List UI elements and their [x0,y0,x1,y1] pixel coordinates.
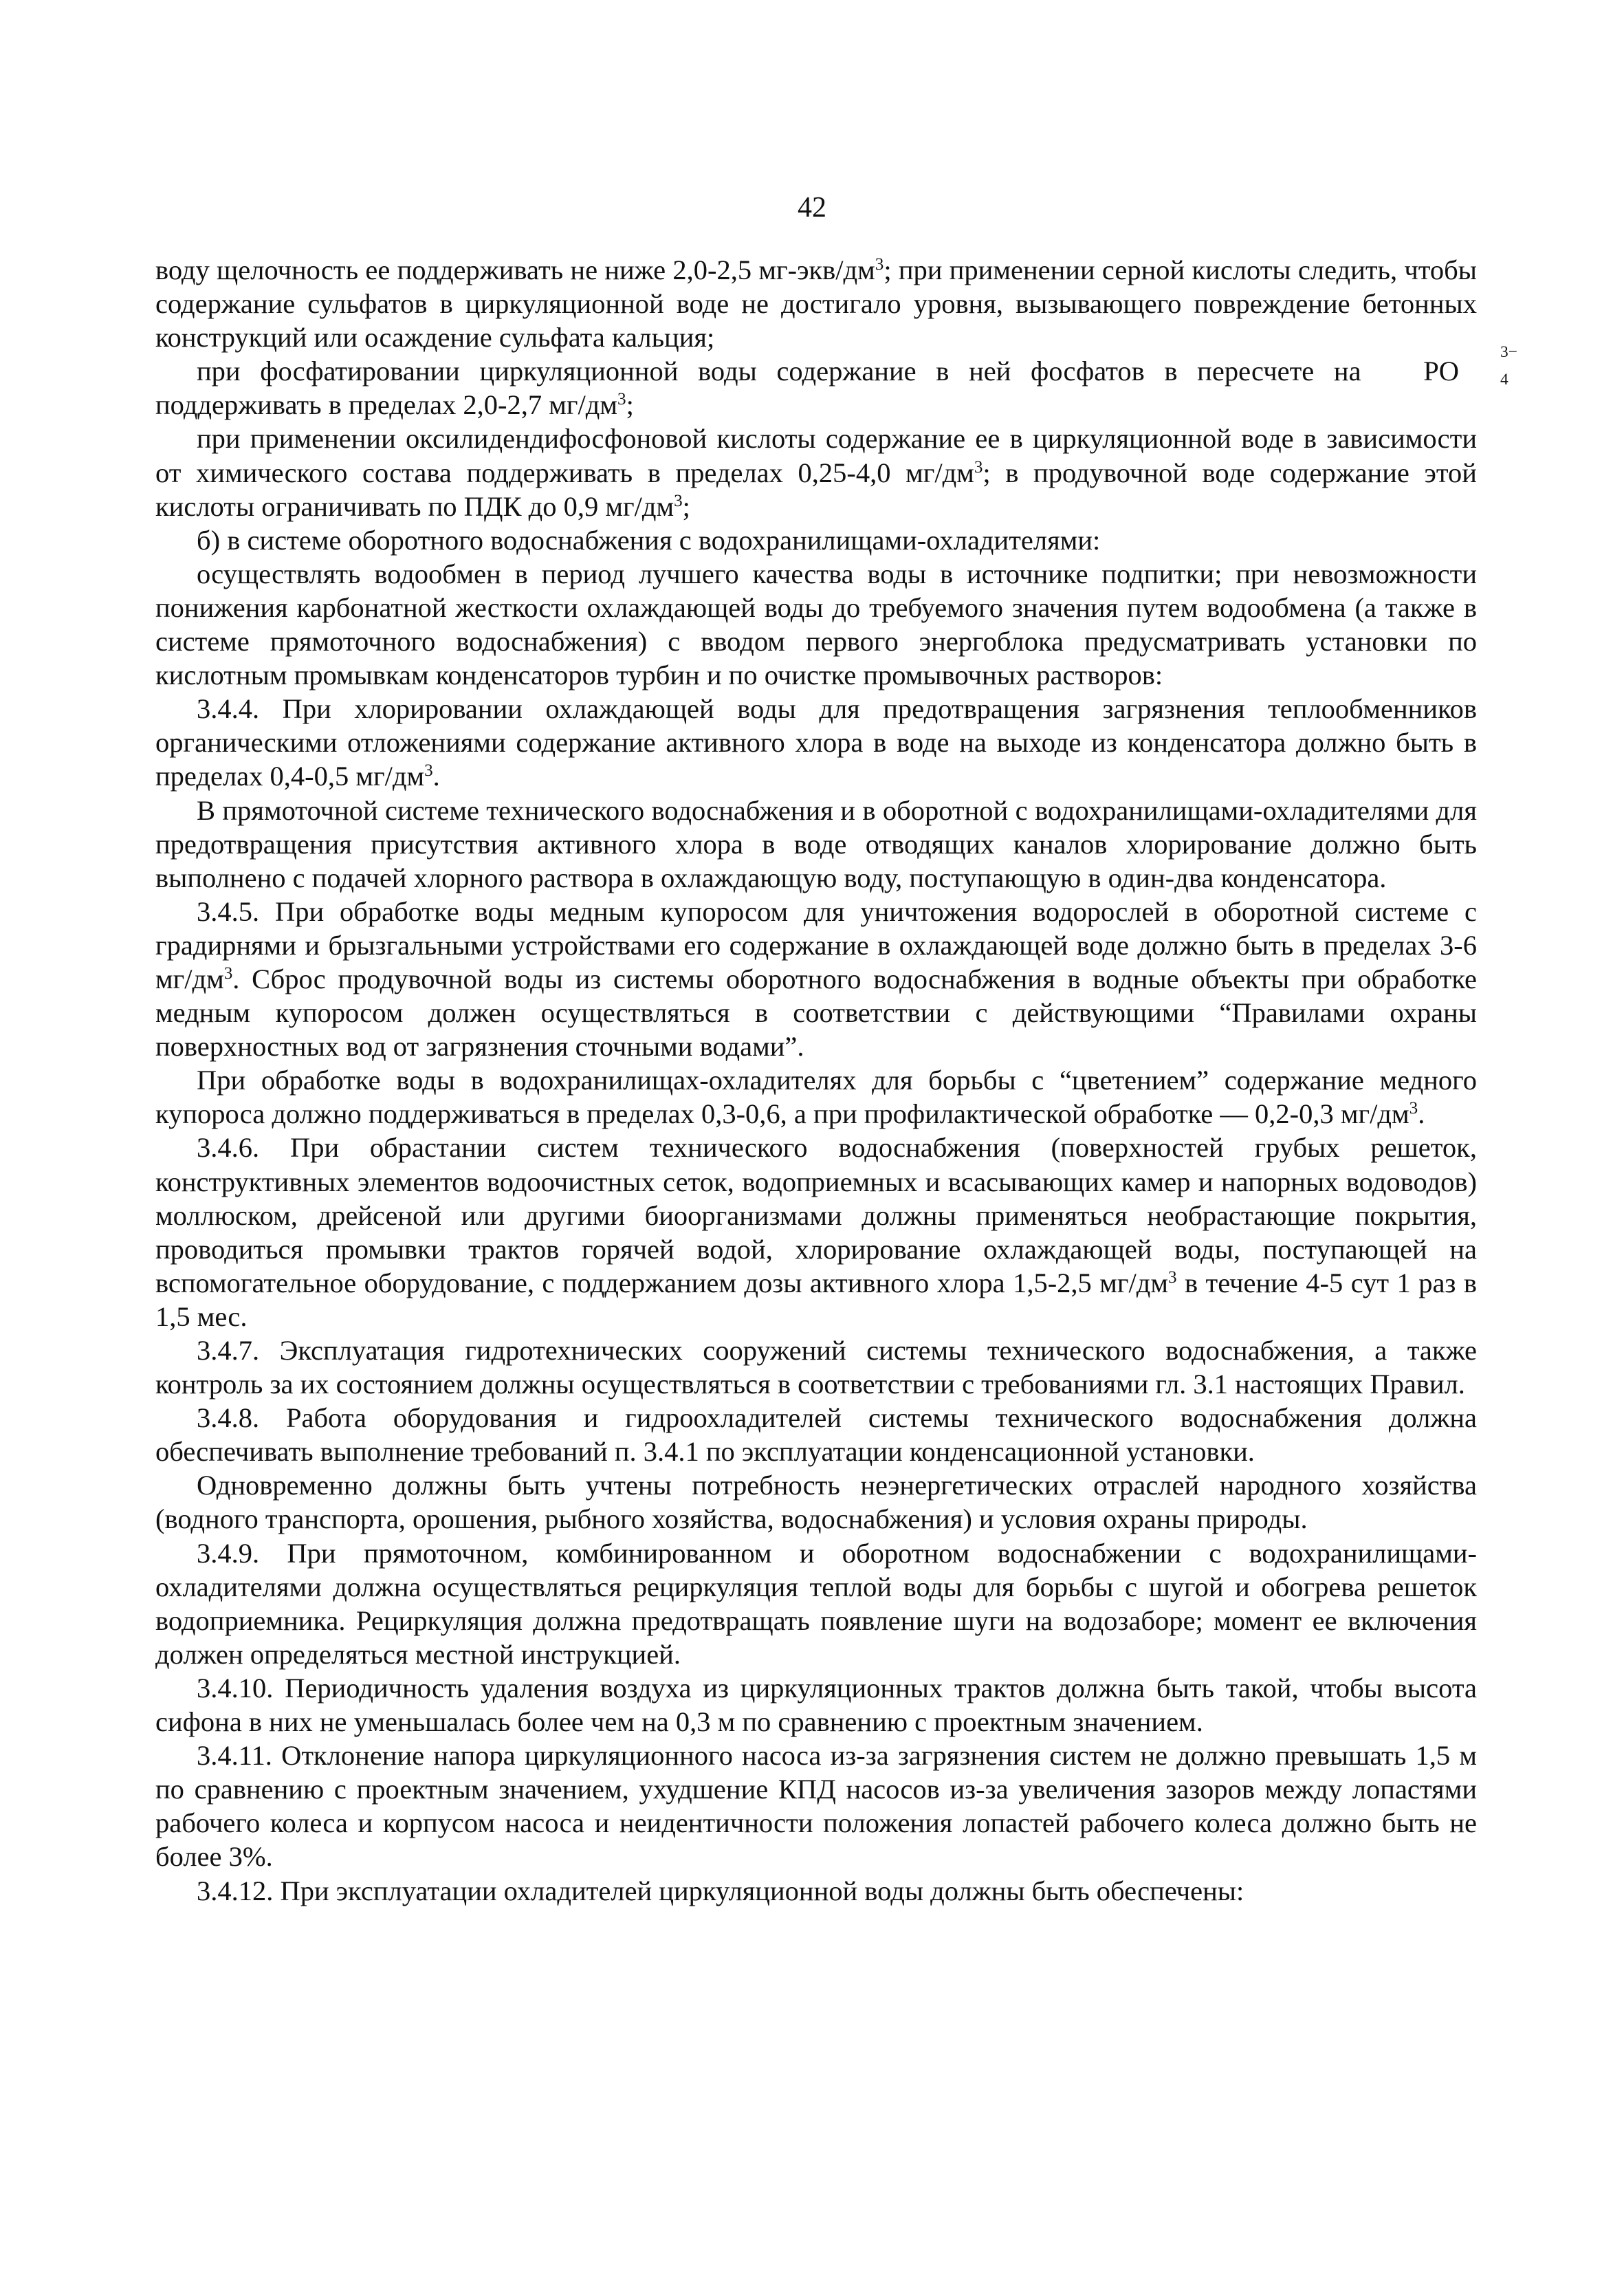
text-run: В прямоточной системе технического водоснабжения и в оборотной с водохранилищами-охладителями для предотвращения присутствия активного хлора в воде отводящих каналов хлорирование должно быть выполнено с подачей хлорного раствора в охлаждающую воду, поступающую в один-два конденсатора. [155,794,1477,893]
paragraph-p15 [155,1671,1477,1739]
formula-base: PO [1423,356,1459,387]
text-run: поддерживать в пределах 2,0-2,7 мг/дм [155,389,618,421]
paragraph-p5 [155,557,1477,692]
superscript: 3 [875,255,884,274]
text-run: При обработке воды в водохранилищах-охладителях для борьбы с “цветением” содержание медного купороса должно поддерживаться в пределах 0,3-0,6, а при профилактической обработке — 0,2-0,3 мг/дм [155,1065,1477,1130]
text-run: 3.4.10. Периодичность удаления воздуха из циркуляционных трактов должна быть такой, чтобы высота сифона в них не уменьшалась более чем на 0,3 м по сравнению с проектным значением. [155,1672,1477,1738]
paragraph-p8 [155,895,1477,1063]
text-run: ; в продувочной воде содержание этой кислоты ограничивать по ПДК до 0,9 мг/дм [155,457,1477,522]
paragraph-p4 [155,523,1477,557]
text-run: ; [626,389,634,421]
text-run: ; при применении серной кислоты следить, чтобы содержание сульфатов в циркуляционной воде не достигало уровня, вызывающего повреждение бетонных конструкций или осаждение сульфата кальция; [155,254,1478,353]
text-run: 3.4.4. При хлорировании охлаждающей воды для предотвращения загрязнения теплообменников органическими отложениями содержание активного хлора в воде на выходе из конденсатора должно быть в пределах 0,4-0,5 мг/дм [155,693,1477,792]
text-run: 3.4.8. Работа оборудования и гидроохладителей системы технического водоснабжения должна обеспечивать выполнение требований п. 3.4.1 по эксплуатации конденсационной установки. [155,1402,1477,1468]
text-run: осуществлять водообмен в период лучшего качества воды в источнике подпитки; при невозможности понижения карбонатной жесткости охлаждающей воды до требуемого значения путем водообмена (а также в системе прямоточного водоснабжения) с вводом первого энергоблока предусматривать установки по кислотным промывкам конденсаторов турбин и по очистке промывочных растворов: [155,558,1477,691]
paragraph-p1 [155,253,1477,354]
page-number: 42 [798,192,826,224]
paragraph-p10 [155,1131,1477,1334]
paragraph-p16 [155,1739,1477,1873]
superscript: 3 [1167,1268,1177,1287]
text-run: воду щелочность ее поддерживать не ниже 2,0-2,5 мг-экв/дм [155,254,875,285]
text-run: Одновременно должны быть учтены потребность неэнергетических отраслей народного хозяйства (водного транспорта, орошения, рыбного хозяйства, водоснабжения) и условия охраны природы. [155,1470,1477,1535]
superscript: 3 [1409,1099,1418,1118]
superscript: 3 [424,761,433,781]
paragraph-p6 [155,692,1477,793]
text-run: в течение 4-5 сут 1 раз в 1,5 мес. [155,1267,1477,1332]
superscript: 3 [974,457,983,477]
paragraph-p3 [155,422,1477,523]
text-run: 3.4.12. При эксплуатации охладителей циркуляционной воды должны быть обеспечены: [197,1875,1244,1906]
paragraph-p13 [155,1468,1477,1536]
paragraph-p14 [155,1536,1477,1671]
superscript: 3 [223,964,233,983]
paragraph-p9 [155,1063,1477,1131]
paragraph-p7 [155,794,1477,895]
chemical-formula [1382,343,1517,389]
formula-subscript: 4 [1500,371,1508,389]
text-run: 3.4.11. Отклонение напора циркуляционного насоса из-за загрязнения систем не должно превышать 1,5 м по сравнению с проектным значением, ухудшение КПД насосов из-за увеличения зазоров между лопастями рабочего колеса и корпусом насоса и неидентичности положения лопастей рабочего колеса должно быть не более 3%. [155,1740,1477,1873]
paragraph-p11 [155,1334,1477,1401]
text-run: 3.4.6. При обрастании систем технического водоснабжения (поверхностей грубых решеток, конструктивных элементов водоочистных сеток, водоприемных и всасывающих камер и напорных водоводов) моллюском, дрейсеной или другими биоорганизмами должны применяться необрастающие покрытия, проводиться промывки трактов горячей водой, хлорирование охлаждающей воды, поступающей на вспомогательное оборудование, с поддержанием дозы активного хлора 1,5-2,5 мг/дм [155,1132,1477,1298]
paragraph-p2 [155,343,1517,422]
paragraph-p12 [155,1401,1477,1468]
text-run: 3.4.9. При прямоточном, комбинированном и оборотном водоснабжении с водохранилищами-охладителями должна осуществляться рециркуляция теплой воды для борьбы с шугой и обогрева решеток водоприемника. Рециркуляция должна предотвращать появление шуги на водозаборе; момент ее включения должен определяться местной инструкцией. [155,1537,1477,1670]
text-run: . Сброс продувочной воды из системы оборотного водоснабжения в водные объекты при обработке медным купоросом должен осуществляться в соответствии с действующими “Правилами охраны поверхностных вод от загрязнения сточными водами”. [155,963,1477,1063]
text-run: при фосфатировании циркуляционной воды содержание в ней фосфатов в пересчете на [197,356,1381,387]
body-text [155,253,1517,1908]
text-run: . [432,761,440,792]
superscript: 3 [674,491,683,510]
paragraph-p17 [155,1874,1477,1908]
text-run: 3.4.7. Эксплуатация гидротехнических сооружений системы технического водоснабжения, а также контроль за их состоянием должны осуществляться в соответствии с требованиями гл. 3.1 настоящих Правил. [155,1335,1477,1400]
superscript: 3 [617,390,626,409]
text-run: ; [682,490,690,522]
text-run: 3.4.5. При обработке воды медным купоросом для уничтожения водорослей в оборотной системе с градирнями и брызгальными устройствами его содержание в охлаждающей воде должно быть в пределах 3-6 мг/дм [155,895,1477,994]
text-run: при применении оксилидендифосфоновой кислоты содержание ее в циркуляционной воде в зависимости от химического состава поддерживать в пределах 0,25-4,0 мг/дм [155,423,1477,488]
text-run: б) в системе оборотного водоснабжения с водохранилищами-охладителями: [197,524,1101,556]
text-run: . [1418,1098,1425,1130]
formula-charge: 3− [1500,343,1517,362]
